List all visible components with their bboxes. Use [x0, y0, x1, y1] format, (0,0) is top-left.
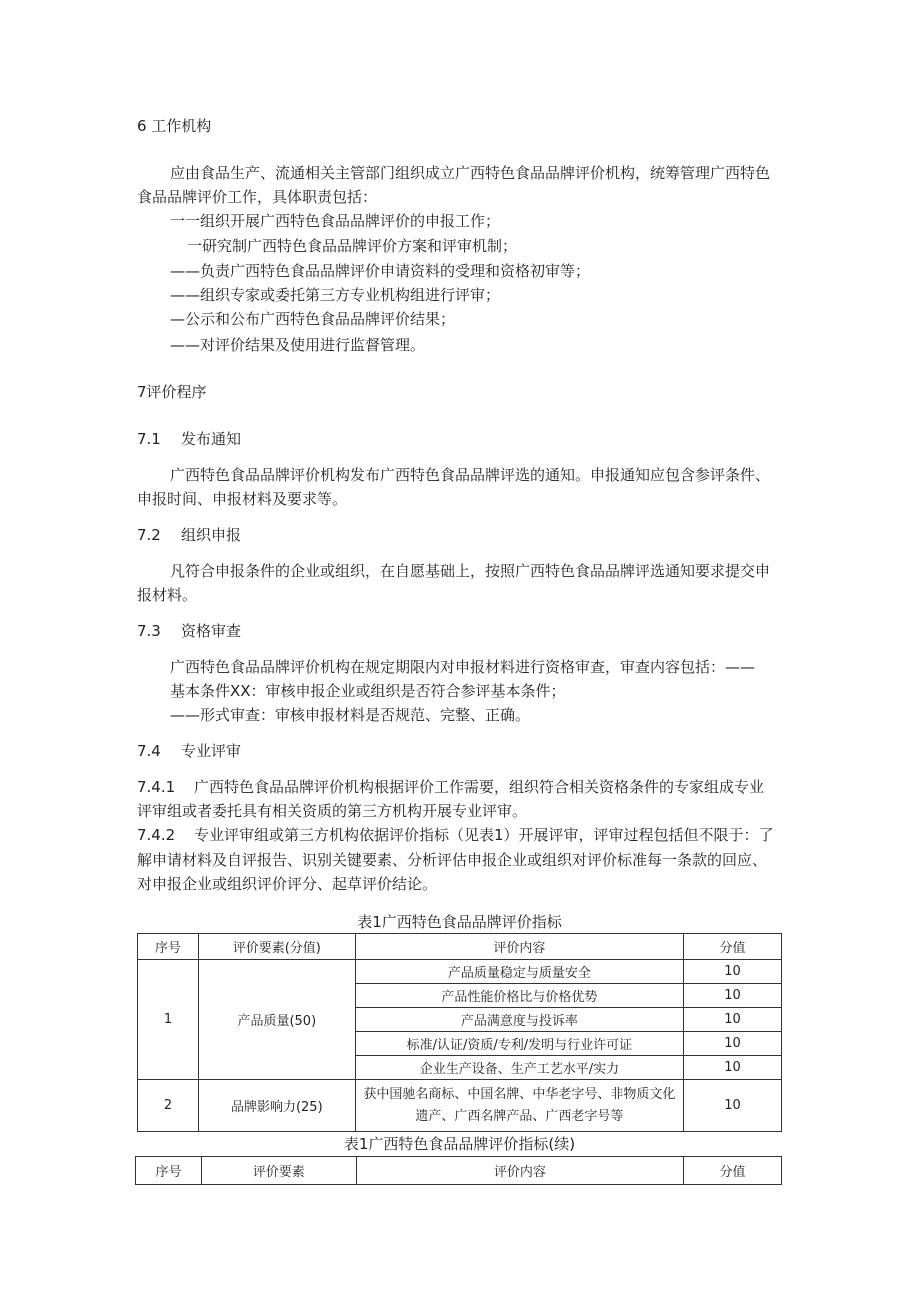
section-7-2-heading	[137, 525, 241, 545]
duty-item: 一一组织开展广西特色食品品牌评价的申报工作；	[170, 212, 501, 230]
content-line: 遗产、广西名牌产品、广西老字号等	[415, 1108, 624, 1124]
table-row	[138, 1080, 782, 1132]
section-7-4-2-line2: 解申请材料及自评报告、识别关键要素、分析评估申报企业或组织对评价标准每一条款的回应、	[137, 851, 768, 869]
row-element: 产品质量(50)	[198, 960, 355, 1080]
section-title: 组织申报	[181, 526, 242, 544]
section-title: 发布通知	[181, 430, 242, 448]
clause-text: 专业评审组或第三方机构依据评价指标（见表1）开展评审，评审过程包括但不限于：了	[194, 826, 774, 844]
section-7-2-line1: 凡符合申报条件的企业或组织，在自愿基础上，按照广西特色食品品牌评选通知要求提交申	[170, 562, 771, 580]
section-7-4-2-line1	[137, 825, 774, 845]
row-score: 10	[684, 1080, 782, 1132]
row-no: 1	[138, 960, 199, 1080]
duty-item: 一研究制广西特色食品品牌评价方案和评审机制；	[187, 237, 518, 255]
section-number: 7.4	[137, 742, 161, 760]
header-no: 序号	[136, 1157, 202, 1185]
section-number: 7.4.1	[137, 778, 176, 796]
row-score: 10	[684, 1056, 782, 1080]
section-title: 专业评审	[181, 742, 242, 760]
duty-item: ——负责广西特色食品品牌评价申请资料的受理和资格初审等；	[170, 262, 591, 280]
section-7-1-line1: 广西特色食品品牌评价机构发布广西特色食品品牌评选的通知。申报通知应包含参评条件、	[170, 466, 771, 484]
row-content: 企业生产设备、生产工艺水平/实力	[355, 1056, 683, 1080]
row-score: 10	[684, 984, 782, 1008]
header-element: 评价要素	[201, 1157, 356, 1185]
evaluation-index-table-continued	[135, 1156, 782, 1185]
duty-item: ——组织专家或委托第三方专业机构组进行评审；	[170, 286, 501, 304]
section-number: 7.3	[137, 622, 161, 640]
section-number: 7.4.2	[137, 826, 176, 844]
section-7-3-line1: 广西特色食品品牌评价机构在规定期限内对申报材料进行资格审查，审查内容包括：——	[170, 658, 756, 676]
section-7-4-1-line1	[137, 777, 764, 797]
section-6-intro-line1: 应由食品生产、流通相关主管部门组织成立广西特色食品品牌评价机构，统筹管理广西特色	[170, 164, 771, 182]
duty-item: —公示和公布广西特色食品品牌评价结果；	[170, 310, 456, 328]
section-7-4-2-line3: 对申报企业或组织评价评分、起草评价结论。	[137, 875, 438, 893]
section-number: 7.1	[137, 430, 161, 448]
section-7-3-line3: ——形式审查：审核申报材料是否规范、完整、正确。	[170, 706, 531, 724]
evaluation-index-table	[137, 933, 782, 1132]
section-number: 7.2	[137, 526, 161, 544]
header-score: 分值	[684, 1157, 782, 1185]
section-7-heading: 7评价程序	[137, 383, 207, 401]
row-score: 10	[684, 1032, 782, 1056]
content-line: 获中国驰名商标、中国名牌、中华老字号、非物质文化	[363, 1086, 676, 1102]
section-7-4-1-line2: 评审组或者委托具有相关资质的第三方机构开展专业评审。	[137, 802, 528, 820]
row-content	[355, 1080, 683, 1132]
clause-text: 广西特色食品品牌评价机构根据评价工作需要，组织符合相关资格条件的专家组成专业	[194, 778, 765, 796]
header-element: 评价要素(分值)	[198, 934, 355, 960]
section-6-heading: 6 工作机构	[137, 117, 212, 135]
section-7-1-heading	[137, 429, 241, 449]
table-header-row	[136, 1157, 782, 1185]
header-no: 序号	[138, 934, 199, 960]
row-content: 产品满意度与投诉率	[355, 1008, 683, 1032]
section-6-intro-line2: 食品品牌评价工作，具体职责包括：	[137, 188, 378, 206]
row-content: 标准/认证/资质/专利/发明与行业许可证	[355, 1032, 683, 1056]
row-score: 10	[684, 960, 782, 984]
section-7-3-heading	[137, 621, 241, 641]
table-1-title: 表1广西特色食品品牌评价指标	[357, 913, 562, 931]
row-score: 10	[684, 1008, 782, 1032]
table-header-row	[138, 934, 782, 960]
header-content: 评价内容	[355, 934, 683, 960]
section-7-4-heading	[137, 741, 241, 761]
row-element: 品牌影响力(25)	[198, 1080, 355, 1132]
row-content: 产品质量稳定与质量安全	[355, 960, 683, 984]
row-no: 2	[138, 1080, 199, 1132]
header-content: 评价内容	[356, 1157, 683, 1185]
table-1-cont-title: 表1广西特色食品品牌评价指标(续)	[343, 1135, 576, 1153]
header-score: 分值	[684, 934, 782, 960]
table-row	[138, 960, 782, 984]
section-7-1-line2: 申报时间、申报材料及要求等。	[137, 490, 348, 508]
row-content: 产品性能价格比与价格优势	[355, 984, 683, 1008]
section-7-3-line2: 基本条件XX：审核申报企业或组织是否符合参评基本条件；	[170, 682, 566, 700]
section-7-2-line2: 报材料。	[137, 586, 198, 604]
section-title: 资格审查	[181, 622, 242, 640]
duty-item: ——对评价结果及使用进行监督管理。	[170, 336, 426, 354]
